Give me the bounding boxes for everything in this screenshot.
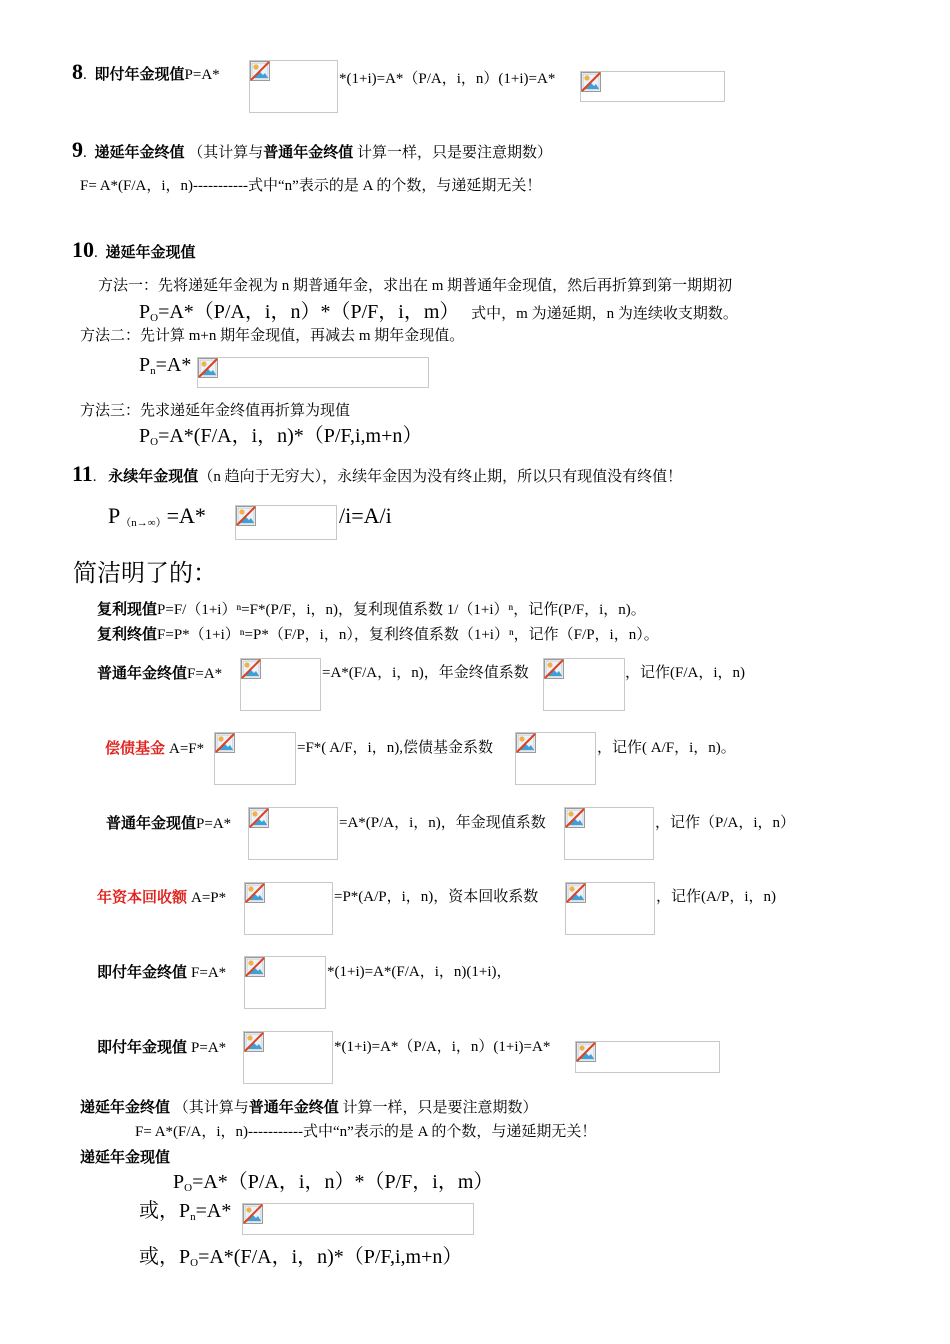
row-text: P=A* (196, 816, 232, 832)
broken-image-icon (576, 1042, 596, 1062)
summary-row-3b: =A*(F/A，i，n)，年金终值系数 (322, 665, 529, 681)
s11-formula-b: /i=A/i (339, 503, 392, 528)
s11-number: 11 (72, 461, 93, 486)
formula-sub: n (190, 1211, 196, 1223)
equation-image (580, 71, 725, 102)
s9-line (72, 137, 553, 163)
summary-row-10-formula3 (139, 1244, 462, 1273)
broken-image-icon (516, 733, 536, 753)
row-note-a: （其计算与 (173, 1100, 249, 1116)
formula-sub: O (190, 1257, 199, 1269)
formula-prefix: 或， (139, 1246, 179, 1268)
formula-p: P (139, 425, 151, 447)
equation-image (564, 807, 654, 860)
row-text: A=F* (169, 741, 205, 757)
equation-image (235, 505, 337, 540)
s11-note: （n 趋向于无穷大），永续年金因为没有终止期，所以只有现值没有终值！ (198, 469, 683, 485)
s9-number: 9 (72, 137, 83, 162)
row-title: 递延年金终值 (80, 1098, 171, 1116)
broken-image-icon (249, 808, 269, 828)
s10-number: 10 (72, 237, 94, 262)
summary-row-8b: *(1+i)=A*（P/A，i，n）(1+i)=A* (334, 1039, 551, 1055)
summary-row-9-formula: F= A*(F/A，i，n)-----------式中“n”表示的是 A 的个数，与递延期无关！ (135, 1124, 597, 1140)
equation-image (244, 956, 326, 1009)
s10-method2-formula (139, 352, 191, 381)
summary-row-5c: ，记作（P/A，i，n） (655, 815, 796, 831)
s11-formula-a (108, 502, 206, 533)
s8-dot: . (83, 67, 87, 83)
row-text: F=A* (191, 965, 227, 981)
broken-image-icon (243, 1204, 263, 1224)
broken-image-icon (244, 1032, 264, 1052)
summary-row-6 (97, 887, 226, 908)
s8-number: 8 (72, 59, 83, 84)
summary-row-5 (106, 813, 231, 834)
row-title: 递延年金现值 (80, 1148, 171, 1166)
broken-image-icon (245, 883, 265, 903)
broken-image-icon (198, 358, 218, 378)
formula-sub: O (150, 436, 159, 448)
broken-image-icon (215, 733, 235, 753)
s9-title2: 普通年金终值 (263, 143, 354, 161)
row-text: P=A* (191, 1040, 227, 1056)
formula-p: P (179, 1200, 191, 1222)
equation-image (575, 1041, 720, 1073)
summary-row-2 (97, 624, 659, 645)
s8-title: 即付年金现值 (94, 65, 185, 83)
equation-image (565, 882, 655, 935)
row-title: 普通年金现值 (106, 814, 197, 832)
row-text: F=P*（1+i）ⁿ=P*（F/P，i，n），复利终值系数（1+i）ⁿ，记作（F/P，i，n）。 (157, 627, 659, 643)
formula-prefix: 或， (139, 1200, 179, 1222)
equation-image (543, 658, 625, 711)
s9-note-a: （其计算与 (188, 145, 264, 161)
formula-body: =A* (195, 1200, 232, 1222)
equation-image (249, 60, 338, 113)
summary-row-7b: *(1+i)=A*(F/A，i，n)(1+i)， (327, 964, 512, 980)
s8-formula-a: P=A* (184, 67, 220, 83)
broken-image-icon (245, 957, 265, 977)
row-text: F=A* (187, 666, 223, 682)
s10-title: 递延年金现值 (105, 243, 196, 261)
row-text: A=P* (191, 890, 227, 906)
row-note-b: 计算一样，只是要注意期数） (342, 1100, 538, 1116)
summary-row-4b: =F*( A/F，i，n),偿债基金系数 (297, 740, 493, 756)
formula-body: =A* (166, 503, 206, 528)
row-title: 即付年金终值 (97, 963, 188, 981)
formula-body: =A*（P/A，i，n）*（P/F，i，m） (158, 301, 460, 323)
equation-image (214, 732, 296, 785)
broken-image-icon (581, 72, 601, 92)
formula-sub: O (150, 312, 159, 324)
formula-p: P (179, 1246, 191, 1268)
s11-line (72, 461, 683, 487)
row-title: 年资本回收额 (97, 888, 188, 906)
equation-image (240, 658, 321, 711)
s11-dot: . (92, 469, 97, 485)
broken-image-icon (565, 808, 585, 828)
summary-row-10 (80, 1147, 170, 1168)
s10-method2: 方法二：先计算 m+n 期年金现值，再减去 m 期年金现值。 (80, 328, 465, 344)
broken-image-icon (566, 883, 586, 903)
s8-formula-b: *(1+i)=A*（P/A，i，n）(1+i)=A* (339, 71, 556, 87)
s10-method1: 方法一：先将递延年金视为 n 期普通年金，求出在 m 期普通年金现值，然后再折算到第一期期初 (98, 278, 733, 294)
broken-image-icon (236, 506, 256, 526)
row-title2: 普通年金终值 (248, 1098, 339, 1116)
equation-image (197, 357, 429, 388)
equation-image (248, 807, 338, 860)
equation-image (244, 882, 333, 935)
formula-body: =A* (155, 354, 192, 376)
summary-row-6c: ，记作(A/P，i，n) (656, 889, 777, 905)
summary-row-8 (97, 1037, 226, 1058)
formula-body: =A*(F/A，i，n)*（P/F,i,m+n） (198, 1246, 463, 1268)
broken-image-icon (250, 61, 270, 81)
s9-title: 递延年金终值 (94, 143, 185, 161)
broken-image-icon (544, 659, 564, 679)
s10-method1-formula (139, 299, 738, 328)
formula-sub: O (184, 1182, 193, 1194)
equation-image (243, 1031, 333, 1084)
formula-p: P (139, 354, 151, 376)
formula-p: P (173, 1171, 185, 1193)
formula-note: 式中，m 为递延期，n 为连续收支期数。 (471, 306, 738, 322)
summary-row-7 (97, 962, 226, 983)
equation-image (242, 1203, 474, 1235)
row-title: 复利终值 (97, 625, 158, 643)
s11-title: 永续年金现值 (108, 467, 199, 485)
summary-row-4 (105, 738, 204, 759)
formula-body: =A*(F/A，i，n)*（P/F,i,m+n） (158, 425, 423, 447)
row-title: 复利现值 (97, 600, 158, 618)
formula-p: P (139, 301, 151, 323)
summary-row-10-formula1 (173, 1169, 493, 1198)
summary-heading: 简洁明了的： (73, 559, 217, 587)
s10-line (72, 237, 196, 263)
s9-formula: F= A*(F/A，i，n)-----------式中“n”表示的是 A 的个数，与递延期无关！ (80, 178, 542, 194)
s10-method3: 方法三：先求递延年金终值再折算为现值 (80, 403, 351, 419)
formula-body: =A*（P/A，i，n）*（P/F，i，m） (192, 1171, 494, 1193)
formula-p: P (108, 503, 121, 528)
formula-sub: （n→∞） (120, 517, 167, 529)
s9-dot: . (83, 145, 87, 161)
summary-row-6b: =P*(A/P，i，n)，资本回收系数 (334, 889, 539, 905)
summary-row-1 (97, 599, 646, 620)
summary-row-3 (97, 663, 222, 684)
summary-row-5b: =A*(P/A，i，n)，年金现值系数 (339, 815, 546, 831)
broken-image-icon (241, 659, 261, 679)
summary-row-10-formula2 (139, 1198, 231, 1227)
row-title: 即付年金现值 (97, 1038, 188, 1056)
summary-row-3c: ，记作(F/A，i，n) (625, 665, 746, 681)
s10-method3-formula (139, 423, 422, 452)
s8-line (72, 59, 220, 85)
row-text: P=F/（1+i）ⁿ=F*(P/F，i，n)，复利现值系数 1/（1+i）ⁿ，记作(P/F，i，n)。 (157, 602, 646, 618)
equation-image (515, 732, 596, 785)
s10-dot: . (94, 245, 98, 261)
summary-row-9 (80, 1097, 538, 1118)
row-title: 普通年金终值 (97, 664, 188, 682)
s9-note-b: 计算一样，只是要注意期数） (357, 145, 553, 161)
formula-sub: n (150, 365, 156, 377)
summary-row-4c: ，记作( A/F，i，n)。 (597, 740, 736, 756)
row-title: 偿债基金 (105, 739, 166, 757)
